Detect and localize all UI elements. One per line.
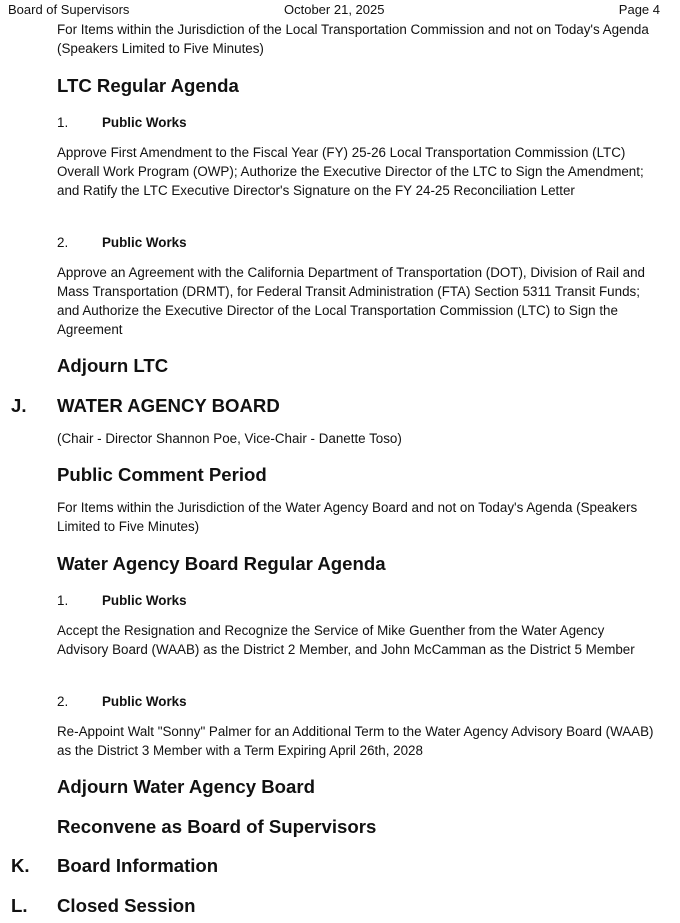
- section-l-title: Closed Session: [57, 895, 196, 916]
- item-number: 2.: [57, 235, 69, 250]
- ltc-regular-agenda-heading: LTC Regular Agenda: [57, 75, 239, 96]
- water-agenda-item-1-description: Accept the Resignation and Recognize the Service of Mike Guenther from the Water Agency Advisory Board (WAAB) as the District 2 Member, and John McCamman as the District 5 Member: [57, 623, 635, 657]
- item-number: 1.: [57, 115, 69, 130]
- section-j-letter: J.: [11, 395, 27, 416]
- item-department: Public Works: [102, 235, 187, 250]
- water-public-comment-text: For Items within the Jurisdiction of the Water Agency Board and not on Today's Agenda (Speakers Limited to Five Minutes): [57, 500, 638, 534]
- ltc-agenda-item-2: [57, 234, 657, 252]
- water-regular-agenda-heading: Water Agency Board Regular Agenda: [57, 553, 386, 574]
- water-agenda-item-1: [57, 592, 657, 610]
- section-k-letter: K.: [11, 855, 30, 876]
- water-agenda-item-2: [57, 693, 657, 711]
- ltc-agenda-item-2-description: Approve an Agreement with the California Department of Transportation (DOT), Division of Rail and Mass Transportation (DRMT), for Federal Transit Administration (FTA) Section 5311 Transit Funds; and Authorize the Executive Director of the Local Transportation Commission (LTC) to Sign the Agreement: [57, 265, 645, 337]
- water-agenda-item-2-description: Re-Appoint Walt "Sonny" Palmer for an Additional Term to the Water Agency Advisory Board (WAAB) as the District 3 Member with a Term Expiring April 26th, 2028: [57, 724, 654, 758]
- page-header: [0, 2, 680, 20]
- header-board-name: Board of Supervisors: [8, 2, 130, 17]
- ltc-agenda-item-1-description: Approve First Amendment to the Fiscal Year (FY) 25-26 Local Transportation Commission (LTC) Overall Work Program (OWP); Authorize the Executive Director of the LTC to Sign the Amendment; and Ratify the LTC Executive Director's Signature on the FY 24-25 Reconciliation Letter: [57, 145, 644, 198]
- adjourn-ltc-heading: Adjourn LTC: [57, 355, 169, 376]
- section-k-title: Board Information: [57, 855, 219, 876]
- item-department: Public Works: [102, 115, 187, 130]
- water-public-comment-heading: Public Comment Period: [57, 464, 267, 485]
- adjourn-water-agency-heading: Adjourn Water Agency Board: [57, 776, 315, 797]
- section-l-letter: L.: [11, 895, 28, 916]
- item-department: Public Works: [102, 694, 187, 709]
- water-agency-chair-text: (Chair - Director Shannon Poe, Vice-Chair - Danette Toso): [57, 431, 402, 446]
- ltc-agenda-item-1: [57, 114, 657, 132]
- ltc-public-comment-text: For Items within the Jurisdiction of the Local Transportation Commission and not on Today's Agenda (Speakers Limited to Five Minutes): [57, 22, 649, 56]
- item-number: 2.: [57, 694, 69, 709]
- reconvene-heading: Reconvene as Board of Supervisors: [57, 816, 377, 837]
- header-date: October 21, 2025: [284, 2, 385, 17]
- section-j-title: WATER AGENCY BOARD: [57, 395, 280, 416]
- item-number: 1.: [57, 593, 69, 608]
- header-page-number: Page 4: [618, 2, 660, 17]
- item-department: Public Works: [102, 593, 187, 608]
